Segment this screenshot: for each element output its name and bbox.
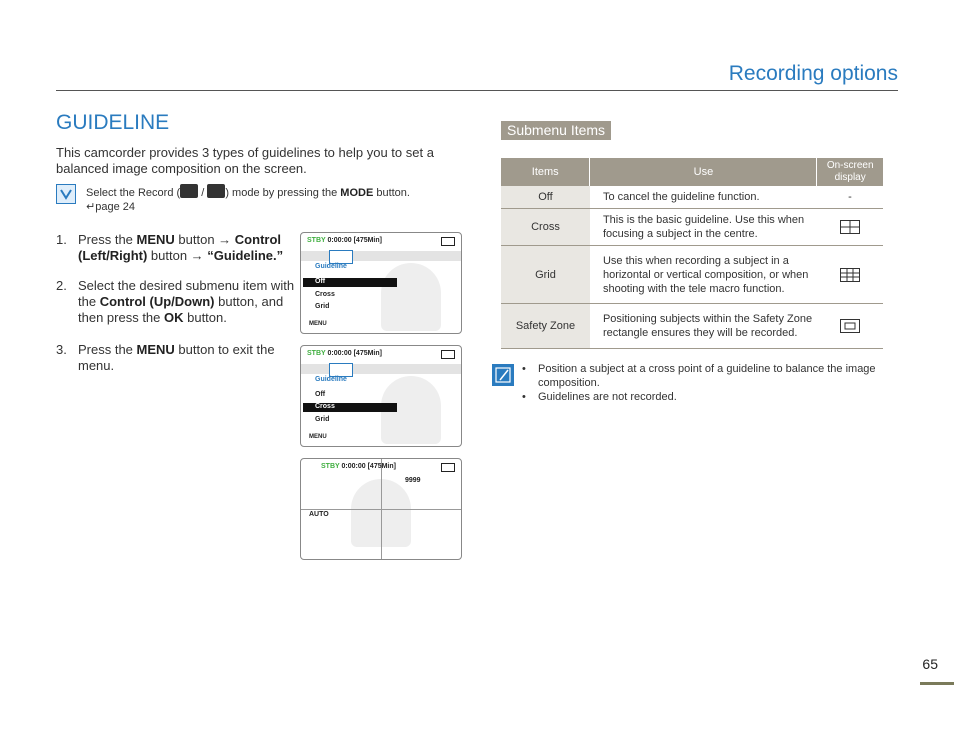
- camcorder-screen-menu-cross: STBY 0:00:00 [475Min] Guideline Off Cross Grid MENU: [300, 345, 462, 447]
- table-row: Off To cancel the guideline function. -: [501, 186, 883, 209]
- menu-button-label: MENU: [309, 434, 327, 440]
- section-title: GUIDELINE: [56, 111, 170, 134]
- table-row: Safety Zone Positioning subjects within the Safety Zone rectangle ensures they will be recorded.: [501, 304, 883, 349]
- subject-silhouette: [381, 263, 441, 331]
- menu-icon-row: [301, 364, 461, 374]
- submenu-title: Submenu Items: [501, 121, 611, 140]
- header-divider: [56, 90, 898, 91]
- battery-icon: [441, 463, 455, 472]
- menu-item-grid: Grid: [315, 416, 330, 423]
- video-camera-icon: [180, 184, 198, 198]
- grid-guideline-icon: [840, 268, 860, 282]
- pencil-note-icon: [492, 364, 514, 386]
- menu-item-grid: Grid: [315, 303, 330, 310]
- chapter-title: Recording options: [728, 62, 898, 85]
- page-number-bar: [920, 682, 954, 685]
- menu-item-off: Off: [315, 391, 326, 398]
- page-reference: ↵page 24: [86, 201, 135, 213]
- safety-zone-icon: [840, 319, 860, 333]
- table-row: Cross This is the basic guideline. Use this when focusing a subject in the centre.: [501, 209, 883, 246]
- tips-list: [522, 362, 882, 404]
- menu-item-off: Off: [303, 278, 397, 287]
- table-row: Grid Use this when recording a subject in a horizontal or vertical composition, or when shooting with the tele macro function.: [501, 246, 883, 304]
- intro-paragraph: This camcorder provides 3 types of guidelines to help you to set a balanced image composition on the screen.: [56, 145, 434, 176]
- list-item: • Position a subject at a cross point of a guideline to balance the image composition.: [522, 362, 882, 390]
- photo-counter: 9999: [405, 477, 421, 484]
- cross-guideline-horizontal: [301, 509, 461, 510]
- list-item: • Guidelines are not recorded.: [522, 390, 882, 404]
- battery-icon: [441, 350, 455, 359]
- check-note-icon: [56, 184, 76, 204]
- page-number: 65: [922, 656, 938, 672]
- cross-guideline-icon: [840, 220, 860, 234]
- menu-item-cross: Cross: [303, 403, 397, 412]
- auto-mode-badge: AUTO: [309, 511, 329, 518]
- header-display: On-screen display: [817, 158, 883, 186]
- camcorder-screen-cross-guideline: STBY 0:00:00 [475Min] 9999 AUTO: [300, 458, 462, 560]
- guideline-menu-icon: [329, 250, 353, 264]
- submenu-table: [501, 158, 883, 349]
- battery-icon: [441, 237, 455, 246]
- menu-button-label: MENU: [309, 321, 327, 327]
- menu-item-cross: Cross: [315, 291, 335, 298]
- menu-icon-row: [301, 251, 461, 261]
- guideline-menu-icon: [329, 363, 353, 377]
- camcorder-screen-menu-off: STBY 0:00:00 [475Min] Guideline Off Cross Grid MENU: [300, 232, 462, 334]
- header-items: Items: [501, 158, 590, 186]
- header-use: Use: [590, 158, 817, 186]
- photo-camera-icon: [207, 184, 225, 198]
- mode-note: Select the Record ( / ) mode by pressing the MODE button. ↵page 24: [86, 184, 456, 214]
